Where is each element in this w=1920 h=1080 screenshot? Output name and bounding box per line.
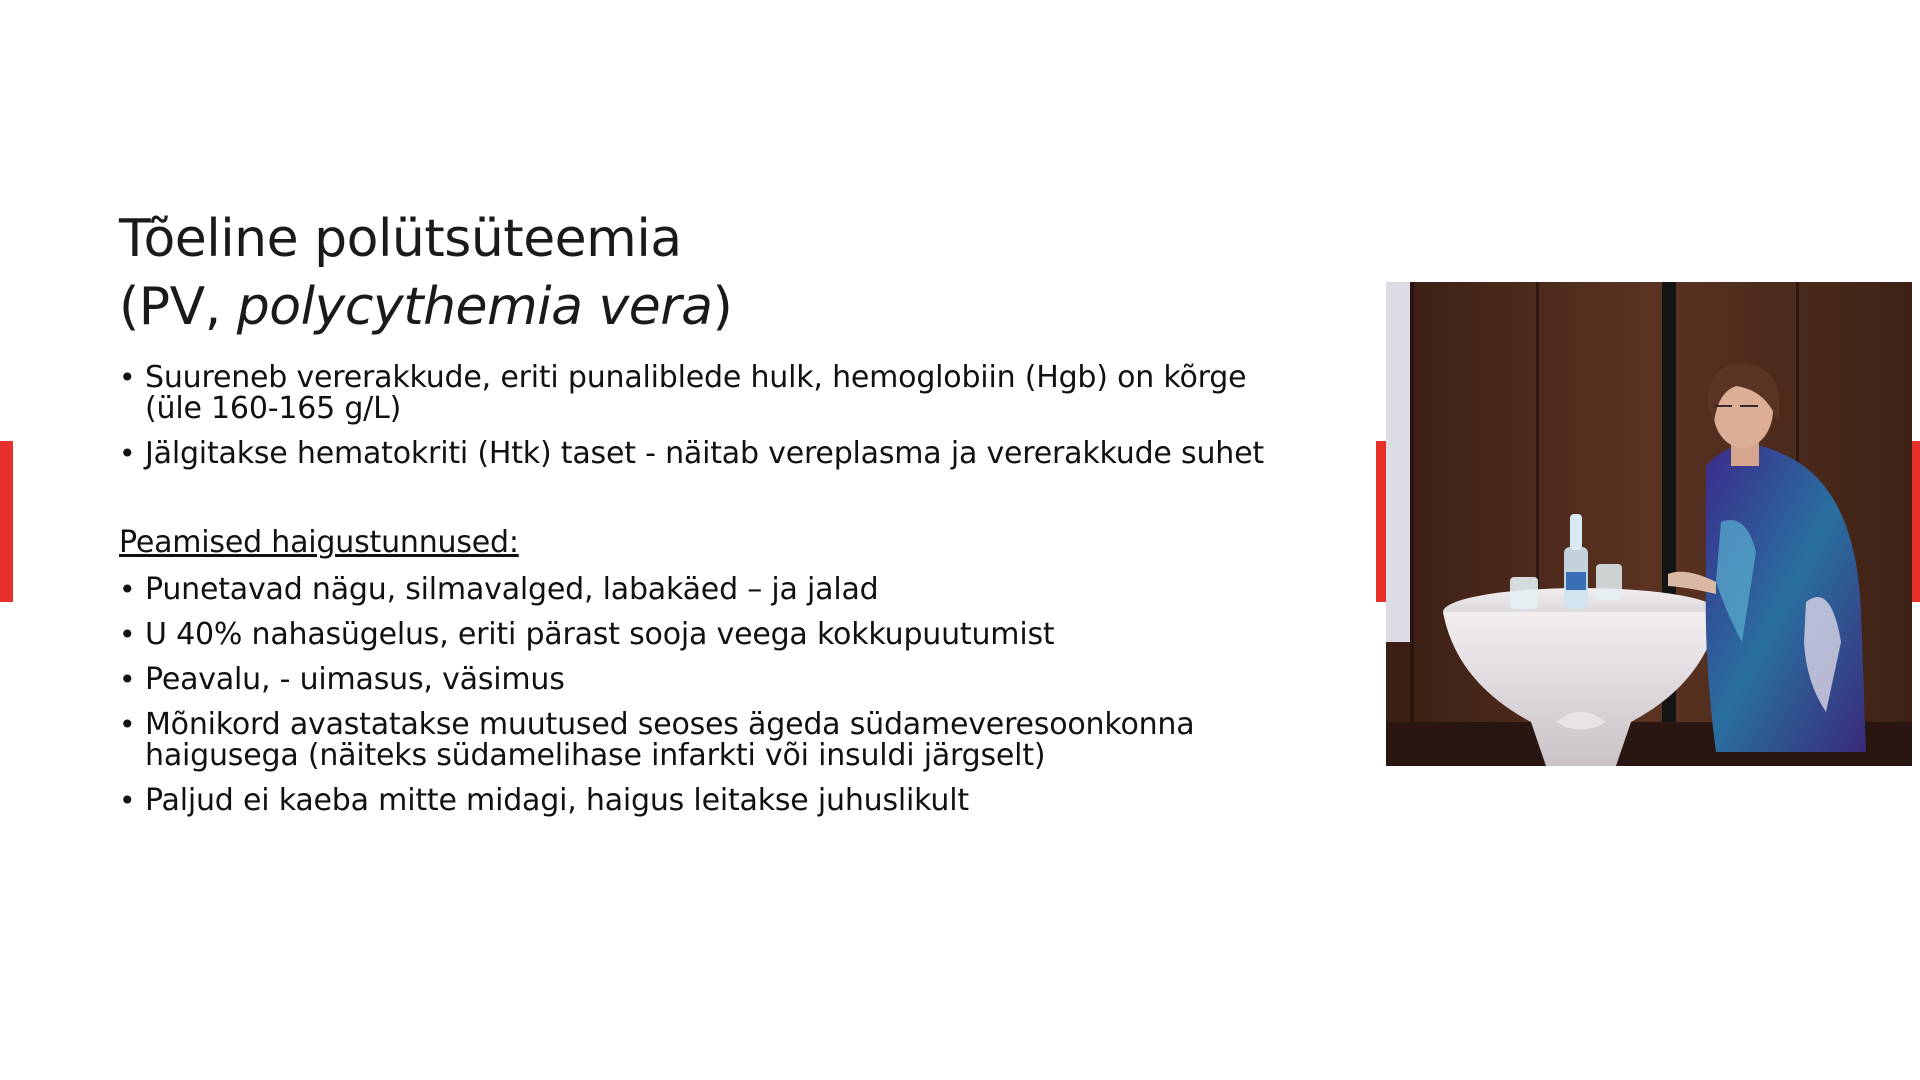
slide-title xyxy=(119,205,732,341)
list-item: • Jälgitakse hematokriti (Htk) taset - näitab vereplasma ja vererakkude suhet xyxy=(119,438,1299,469)
list-item: • Mõnikord avastatakse muutused seoses ägeda südameveresoonkonna haigusega (näiteks südamelihase infarkti või insuldi järgselt) xyxy=(119,709,1299,771)
list-item: • Suureneb vererakkude, eriti punaliblede hulk, hemoglobiin (Hgb) on kõrge (üle 160-165 g/L) xyxy=(119,362,1299,424)
symptoms-bullet-list xyxy=(119,574,1299,830)
list-item: • Peavalu, - uimasus, väsimus xyxy=(119,664,1299,695)
title-line-2-suffix: ) xyxy=(712,277,733,337)
accent-bar-right xyxy=(1912,441,1920,602)
accent-bar-left xyxy=(0,441,13,602)
list-item: • Punetavad nägu, silmavalged, labakäed – ja jalad xyxy=(119,574,1299,605)
speaker-video xyxy=(1386,282,1912,766)
section-heading: Peamised haigustunnused: xyxy=(119,525,519,560)
list-item: • Paljud ei kaeba mitte midagi, haigus leitakse juhuslikult xyxy=(119,785,1299,816)
intro-bullet-list xyxy=(119,362,1299,483)
list-item: • U 40% nahasügelus, eriti pärast sooja veega kokkupuutumist xyxy=(119,619,1299,650)
speaker-video-illustration xyxy=(1386,282,1912,766)
title-line-2-italic: polycythemia vera xyxy=(236,277,713,337)
title-line-2-prefix: (PV, xyxy=(119,277,237,337)
title-line-1: Tõeline polütsüteemia xyxy=(119,209,682,269)
